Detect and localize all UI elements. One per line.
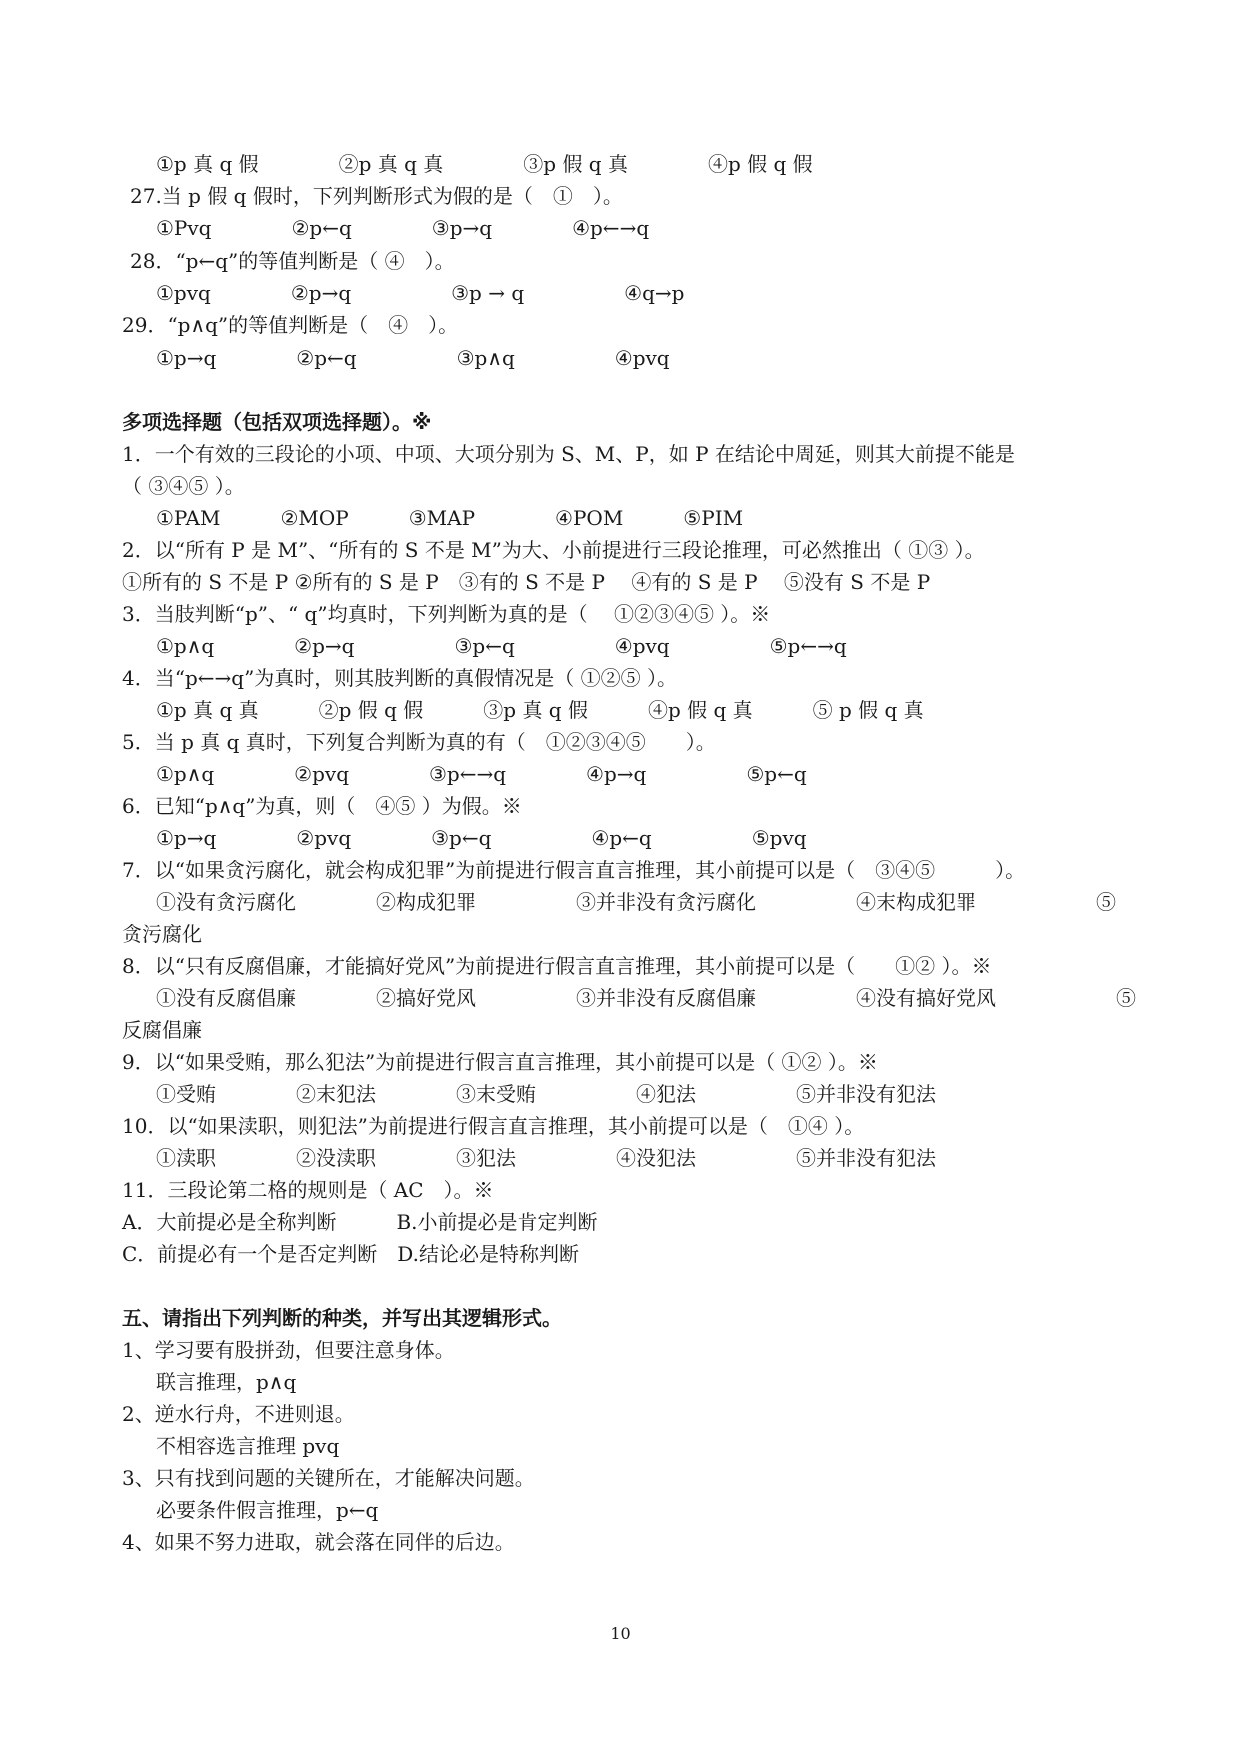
mc5-question: 5．当 p 真 q 真时，下列复合判断为真的有（ ①②③④⑤ ）。: [122, 730, 716, 754]
mc7-question: 7．以“如果贪污腐化，就会构成犯罪”为前提进行假言直言推理，其小前提可以是（ ③④⑤ ）。: [122, 858, 1026, 882]
page-number: 10: [610, 1624, 631, 1643]
mc3-options: ①p∧q ②p→q ③p←q ④pvq ⑤p←→q: [156, 634, 847, 658]
q28-options: ①pvq ②p→q ③p → q ④q→p: [156, 281, 685, 305]
mc3-question: 3．当肢判断“p”、“ q”均真时，下列判断为真的是（ ①②③④⑤ ）。※: [122, 602, 771, 626]
mc11-options-ab: A．大前提必是全称判断 B.小前提必是肯定判断: [122, 1210, 598, 1234]
q27-options: ①Pvq ②p←q ③p→q ④p←→q: [156, 216, 650, 240]
mc4-question: 4．当“p←→q”为真时，则其肢判断的真假情况是（ ①②⑤ ）。: [122, 666, 678, 690]
mc1-options: ①PAM ②MOP ③MAP ④POM ⑤PIM: [156, 506, 744, 530]
mc7-options: ①没有贪污腐化 ②构成犯罪 ③并非没有贪污腐化 ④末构成犯罪 ⑤: [156, 890, 1116, 914]
section-heading-five: 五、请指出下列判断的种类，并写出其逻辑形式。: [122, 1306, 562, 1330]
s5-item1-answer: 联言推理，p∧q: [156, 1370, 297, 1394]
mc10-question: 10．以“如果渎职，则犯法”为前提进行假言直言推理，其小前提可以是（ ①④ ）。: [122, 1114, 865, 1138]
q26-options: ①p 真 q 假 ②p 真 q 真 ③p 假 q 真 ④p 假 q 假: [156, 152, 813, 176]
s5-item3: 3、只有找到问题的关键所在，才能解决问题。: [122, 1466, 535, 1490]
mc8-question: 8．以“只有反腐倡廉，才能搞好党风”为前提进行假言直言推理，其小前提可以是（ ①② ）。※: [122, 954, 992, 978]
mc11-options-cd: C．前提必有一个是否定判断 D.结论必是特称判断: [122, 1242, 579, 1266]
mc1-answer: （ ③④⑤ ）。: [122, 474, 245, 498]
section-heading-multiple-choice: 多项选择题（包括双项选择题）。※: [122, 410, 432, 434]
q29-question: 29．“p∧q”的等值判断是（ ④ ）。: [122, 313, 459, 337]
mc9-options: ①受贿 ②末犯法 ③末受贿 ④犯法 ⑤并非没有犯法: [156, 1082, 936, 1106]
s5-item1: 1、学习要有股拼劲，但要注意身体。: [122, 1338, 455, 1362]
mc1-question: 1．一个有效的三段论的小项、中项、大项分别为 S、M、P，如 P 在结论中周延，则其大前提不能是: [122, 442, 1015, 466]
s5-item4: 4、如果不努力进取，就会落在同伴的后边。: [122, 1530, 515, 1554]
mc6-options: ①p→q ②pvq ③p←q ④p←q ⑤pvq: [156, 826, 807, 850]
mc4-options: ①p 真 q 真 ②p 假 q 假 ③p 真 q 假 ④p 假 q 真 ⑤ p 假 q 真: [156, 698, 924, 722]
mc10-options: ①渎职 ②没渎职 ③犯法 ④没犯法 ⑤并非没有犯法: [156, 1146, 936, 1170]
mc8-options-continued: 反腐倡廉: [122, 1018, 202, 1042]
s5-item2-answer: 不相容选言推理 pvq: [156, 1434, 340, 1458]
mc8-options: ①没有反腐倡廉 ②搞好党风 ③并非没有反腐倡廉 ④没有搞好党风 ⑤: [156, 986, 1136, 1010]
s5-item2: 2、逆水行舟，不进则退。: [122, 1402, 355, 1426]
mc5-options: ①p∧q ②pvq ③p←→q ④p→q ⑤p←q: [156, 762, 807, 786]
mc11-question: 11．三段论第二格的规则是（ AC ）。※: [122, 1178, 494, 1202]
mc9-question: 9．以“如果受贿，那么犯法”为前提进行假言直言推理，其小前提可以是（ ①② ）。※: [122, 1050, 878, 1074]
q29-options: ①p→q ②p←q ③p∧q ④pvq: [156, 346, 670, 370]
mc2-options: ①所有的 S 不是 P ②所有的 S 是 P ③有的 S 不是 P ④有的 S 是 P ⑤没有 S 不是 P: [122, 570, 931, 594]
mc2-question: 2．以“所有 P 是 M”、“所有的 S 不是 M”为大、小前提进行三段论推理，可必然推出（ ①③ ）。: [122, 538, 985, 562]
mc7-options-continued: 贪污腐化: [122, 922, 202, 946]
s5-item3-answer: 必要条件假言推理，p←q: [156, 1498, 379, 1522]
mc6-question: 6．已知“p∧q”为真，则（ ④⑤ ）为假。※: [122, 794, 522, 818]
q28-question: 28．“p←q”的等值判断是（ ④ ）。: [130, 249, 455, 273]
q27-question: 27.当 p 假 q 假时，下列判断形式为假的是（ ① ）。: [130, 184, 623, 208]
